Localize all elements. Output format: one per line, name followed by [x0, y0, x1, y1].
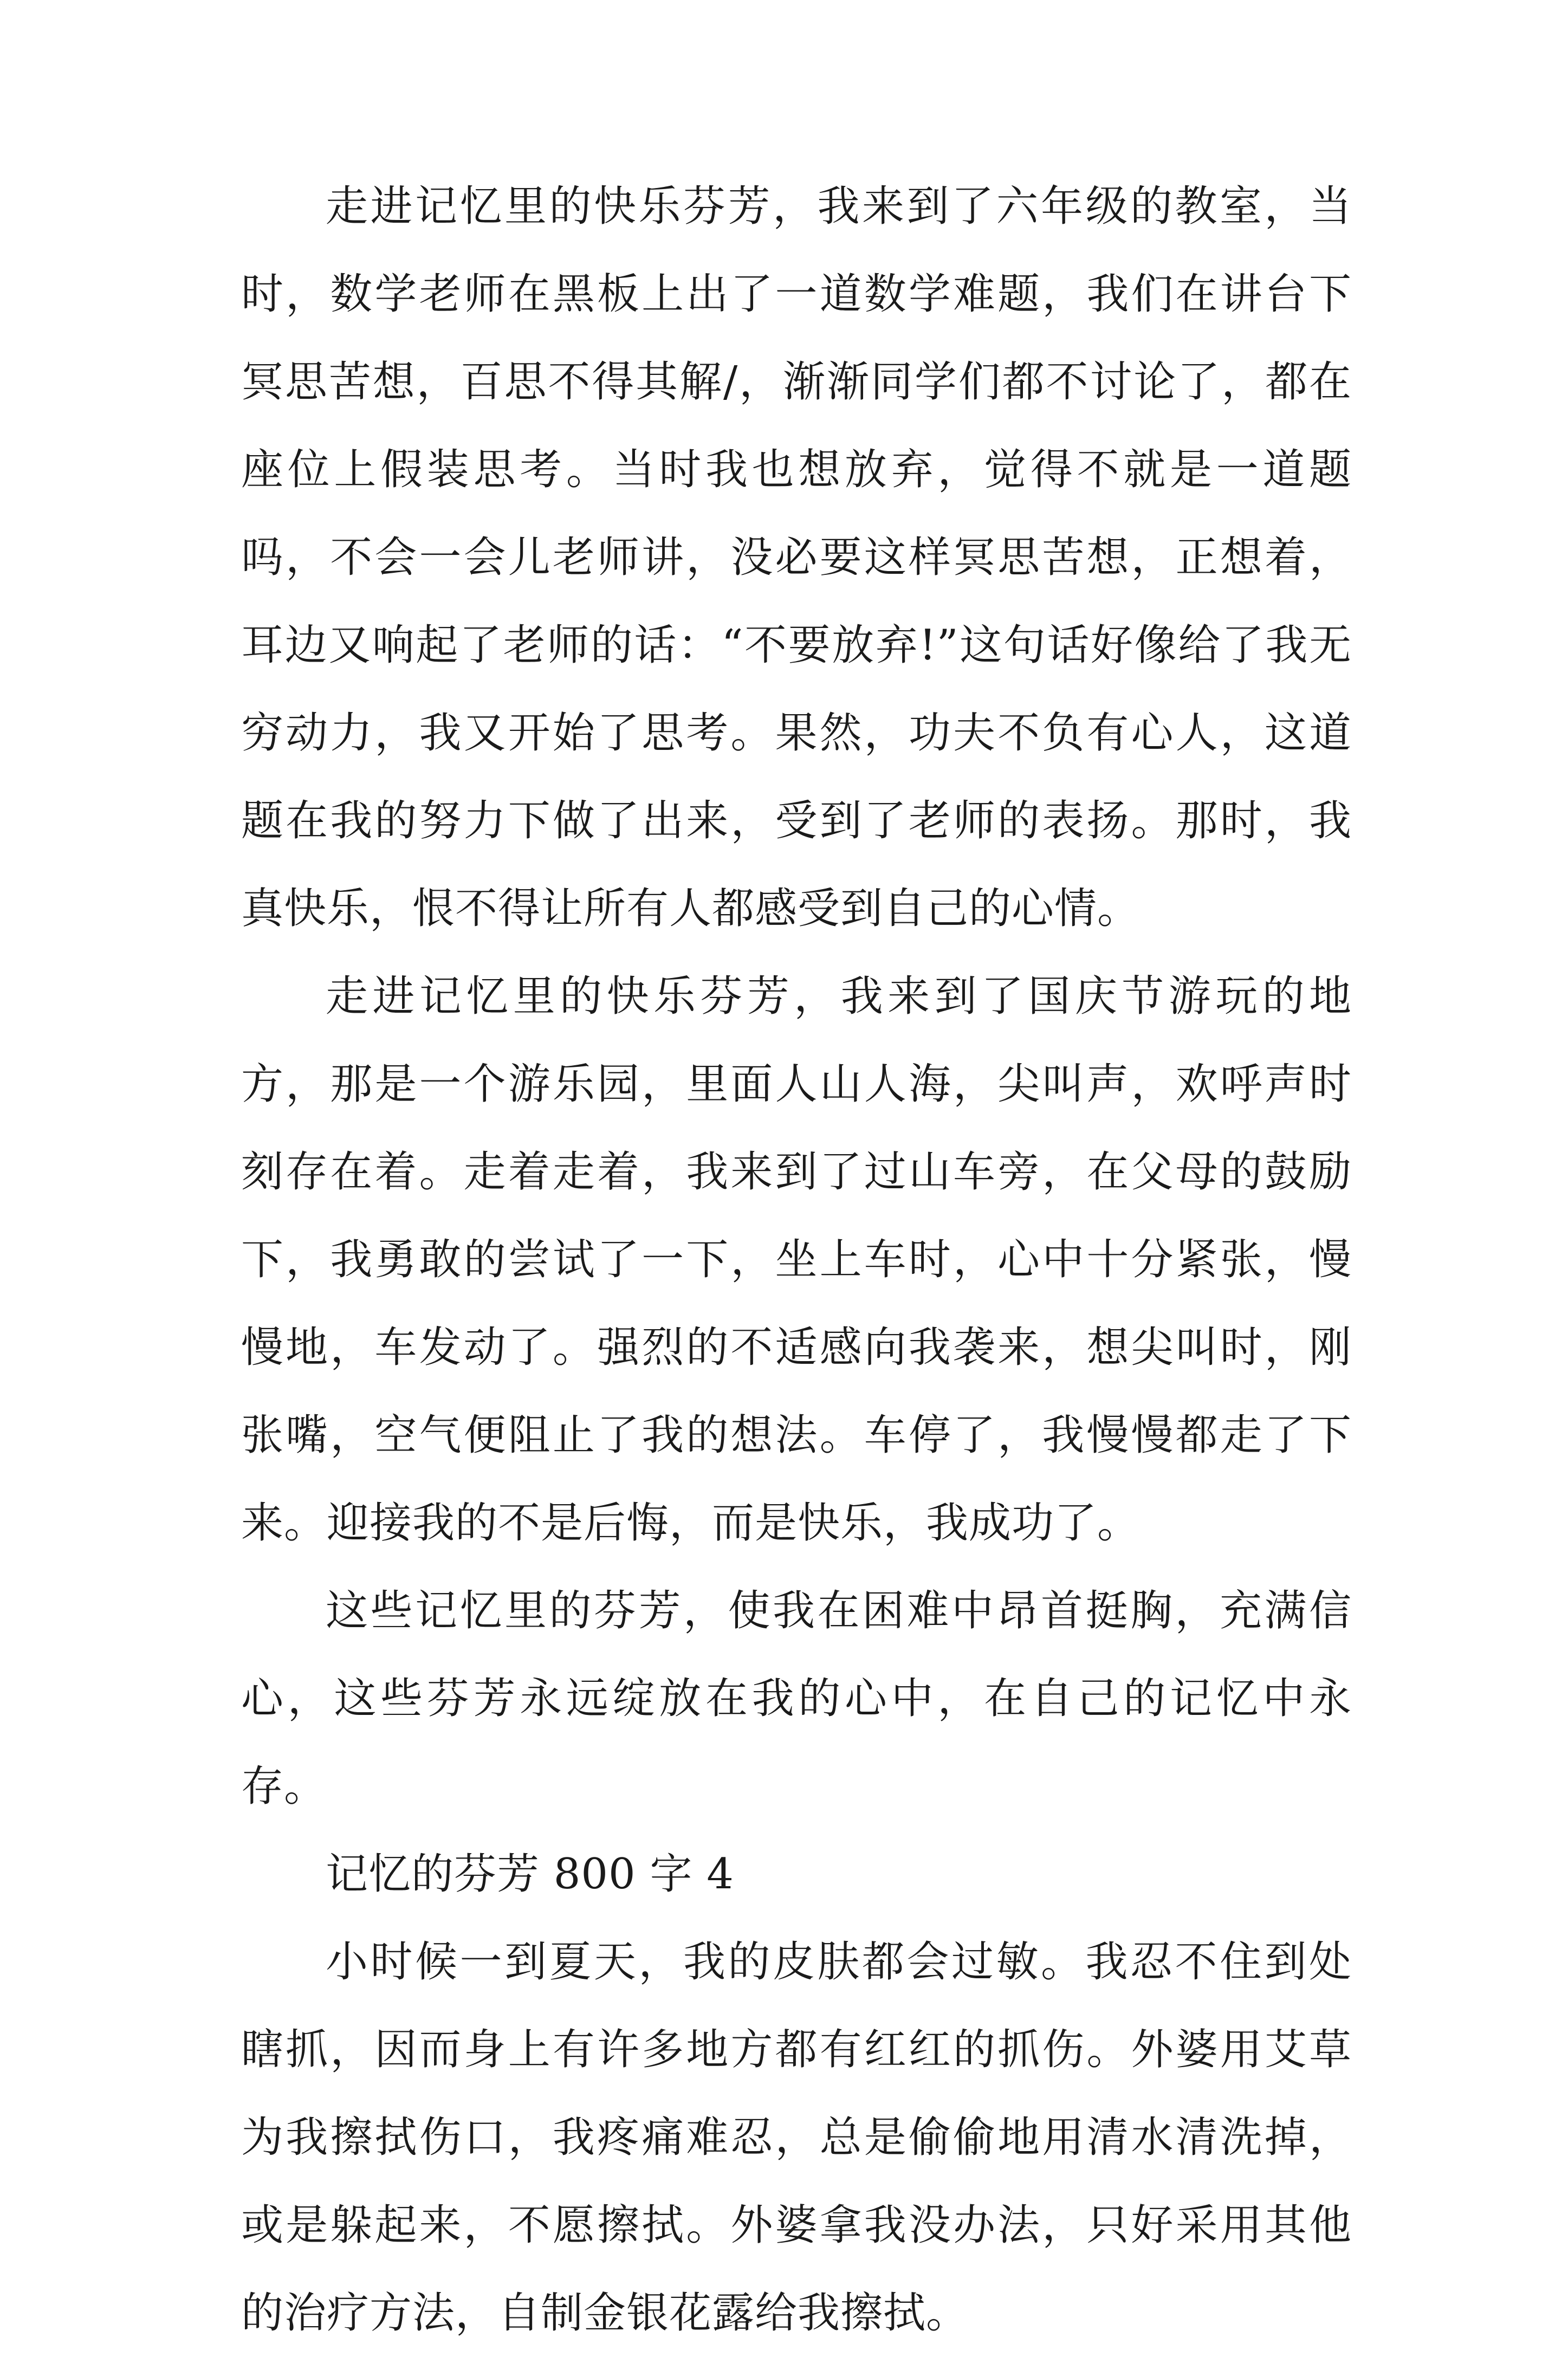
- paragraph-classroom: 走进记忆里的快乐芬芳，我来到了六年级的教室，当时，数学老师在黑板上出了一道数学难题，我们在讲台下冥思苦想，百思不得其解/，渐渐同学们都不讨论了，都在座位上假装思考。当时我也想放弃，觉得不就是一道题吗，不会一会儿老师讲，没必要这样冥思苦想，正想着，耳边又响起了老师的话：“不要放弃!”这句话好像给了我无穷动力，我又开始了思考。果然，功夫不负有心人，这道题在我的努力下做了出来，受到了老师的表扬。那时，我真快乐，恨不得让所有人都感受到自己的心情。: [241, 182, 1352, 933]
- body-text: [241, 163, 1352, 2357]
- section-heading: 记忆的芬芳 800 字 4: [326, 1850, 734, 1899]
- paragraph-amusement-park: 走进记忆里的快乐芬芳，我来到了国庆节游玩的地方，那是一个游乐园，里面人山人海，尖叫声，欢呼声时刻存在着。走着走着，我来到了过山车旁，在父母的鼓励下，我勇敢的尝试了一下，坐上车时，心中十分紧张，慢慢地，车发动了。强烈的不适感向我袭来，想尖叫时，刚张嘴，空气便阻止了我的想法。车停了，我慢慢都走了下来。迎接我的不是后悔，而是快乐，我成功了。: [241, 972, 1352, 1547]
- paragraph-conclusion: 这些记忆里的芬芳，使我在困难中昂首挺胸，充满信心，这些芬芳永远绽放在我的心中，在自己的记忆中永存。: [241, 1587, 1352, 1811]
- paragraph-childhood: 小时候一到夏天，我的皮肤都会过敏。我忍不住到处瞎抓，因而身上有许多地方都有红红的抓伤。外婆用艾草为我擦拭伤口，我疼痛难忍，总是偷偷地用清水清洗掉，或是躲起来，不愿擦拭。外婆拿我没办法，只好采用其他的治疗方法，自制金银花露给我擦拭。: [241, 1938, 1352, 2337]
